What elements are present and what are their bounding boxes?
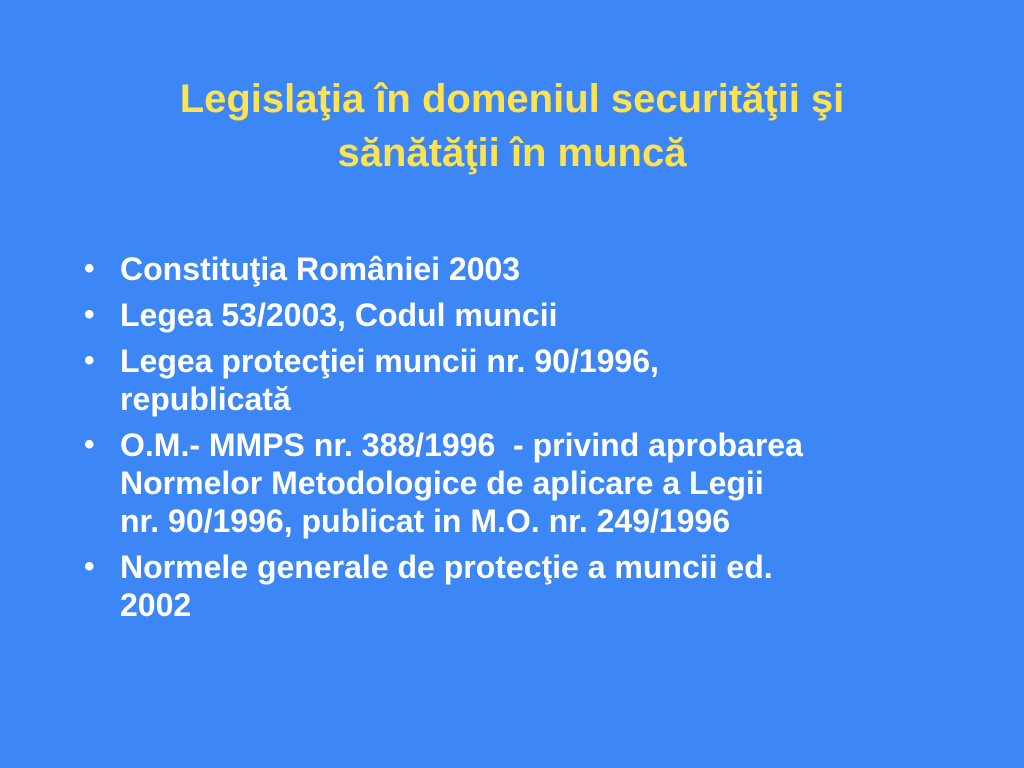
bullet-line: Legea protecţiei muncii nr. 90/1996, xyxy=(120,343,659,379)
bullet-line: Legea 53/2003, Codul muncii xyxy=(120,297,558,333)
bullet-list xyxy=(82,250,992,632)
bullet-dot-icon: • xyxy=(84,428,95,461)
bullet-item-constitutia xyxy=(82,250,992,288)
bullet-text xyxy=(120,548,992,624)
bullet-dot-icon: • xyxy=(84,344,95,377)
bullet-text xyxy=(120,250,992,288)
bullet-dot-icon: • xyxy=(84,298,95,331)
bullet-line: O.M.- MMPS nr. 388/1996 - privind aprobarea xyxy=(120,427,803,463)
bullet-item-normele-generale xyxy=(82,548,992,624)
bullet-line: Normelor Metodologice de aplicare a Legii xyxy=(120,465,764,501)
bullet-line: nr. 90/1996, publicat in M.O. nr. 249/1996 xyxy=(120,503,731,539)
bullet-dot-icon: • xyxy=(84,252,95,285)
bullet-dot-icon: • xyxy=(84,550,95,583)
bullet-line: republicată xyxy=(120,381,291,417)
slide-title-line-2: sănătăţii în muncă xyxy=(337,131,687,175)
bullet-item-om-mmps xyxy=(82,426,992,540)
bullet-line: Normele generale de protecţie a muncii ed. xyxy=(120,549,773,585)
bullet-text xyxy=(120,296,992,334)
bullet-line: Constituţia României 2003 xyxy=(120,251,521,287)
slide-title-line-1: Legislaţia în domeniul securităţii şi xyxy=(179,77,845,121)
slide-title xyxy=(40,72,984,180)
bullet-text xyxy=(120,342,992,418)
bullet-item-legea-protectiei xyxy=(82,342,992,418)
bullet-line: 2002 xyxy=(120,587,192,623)
bullet-item-legea-53 xyxy=(82,296,992,334)
bullet-text xyxy=(120,426,992,540)
